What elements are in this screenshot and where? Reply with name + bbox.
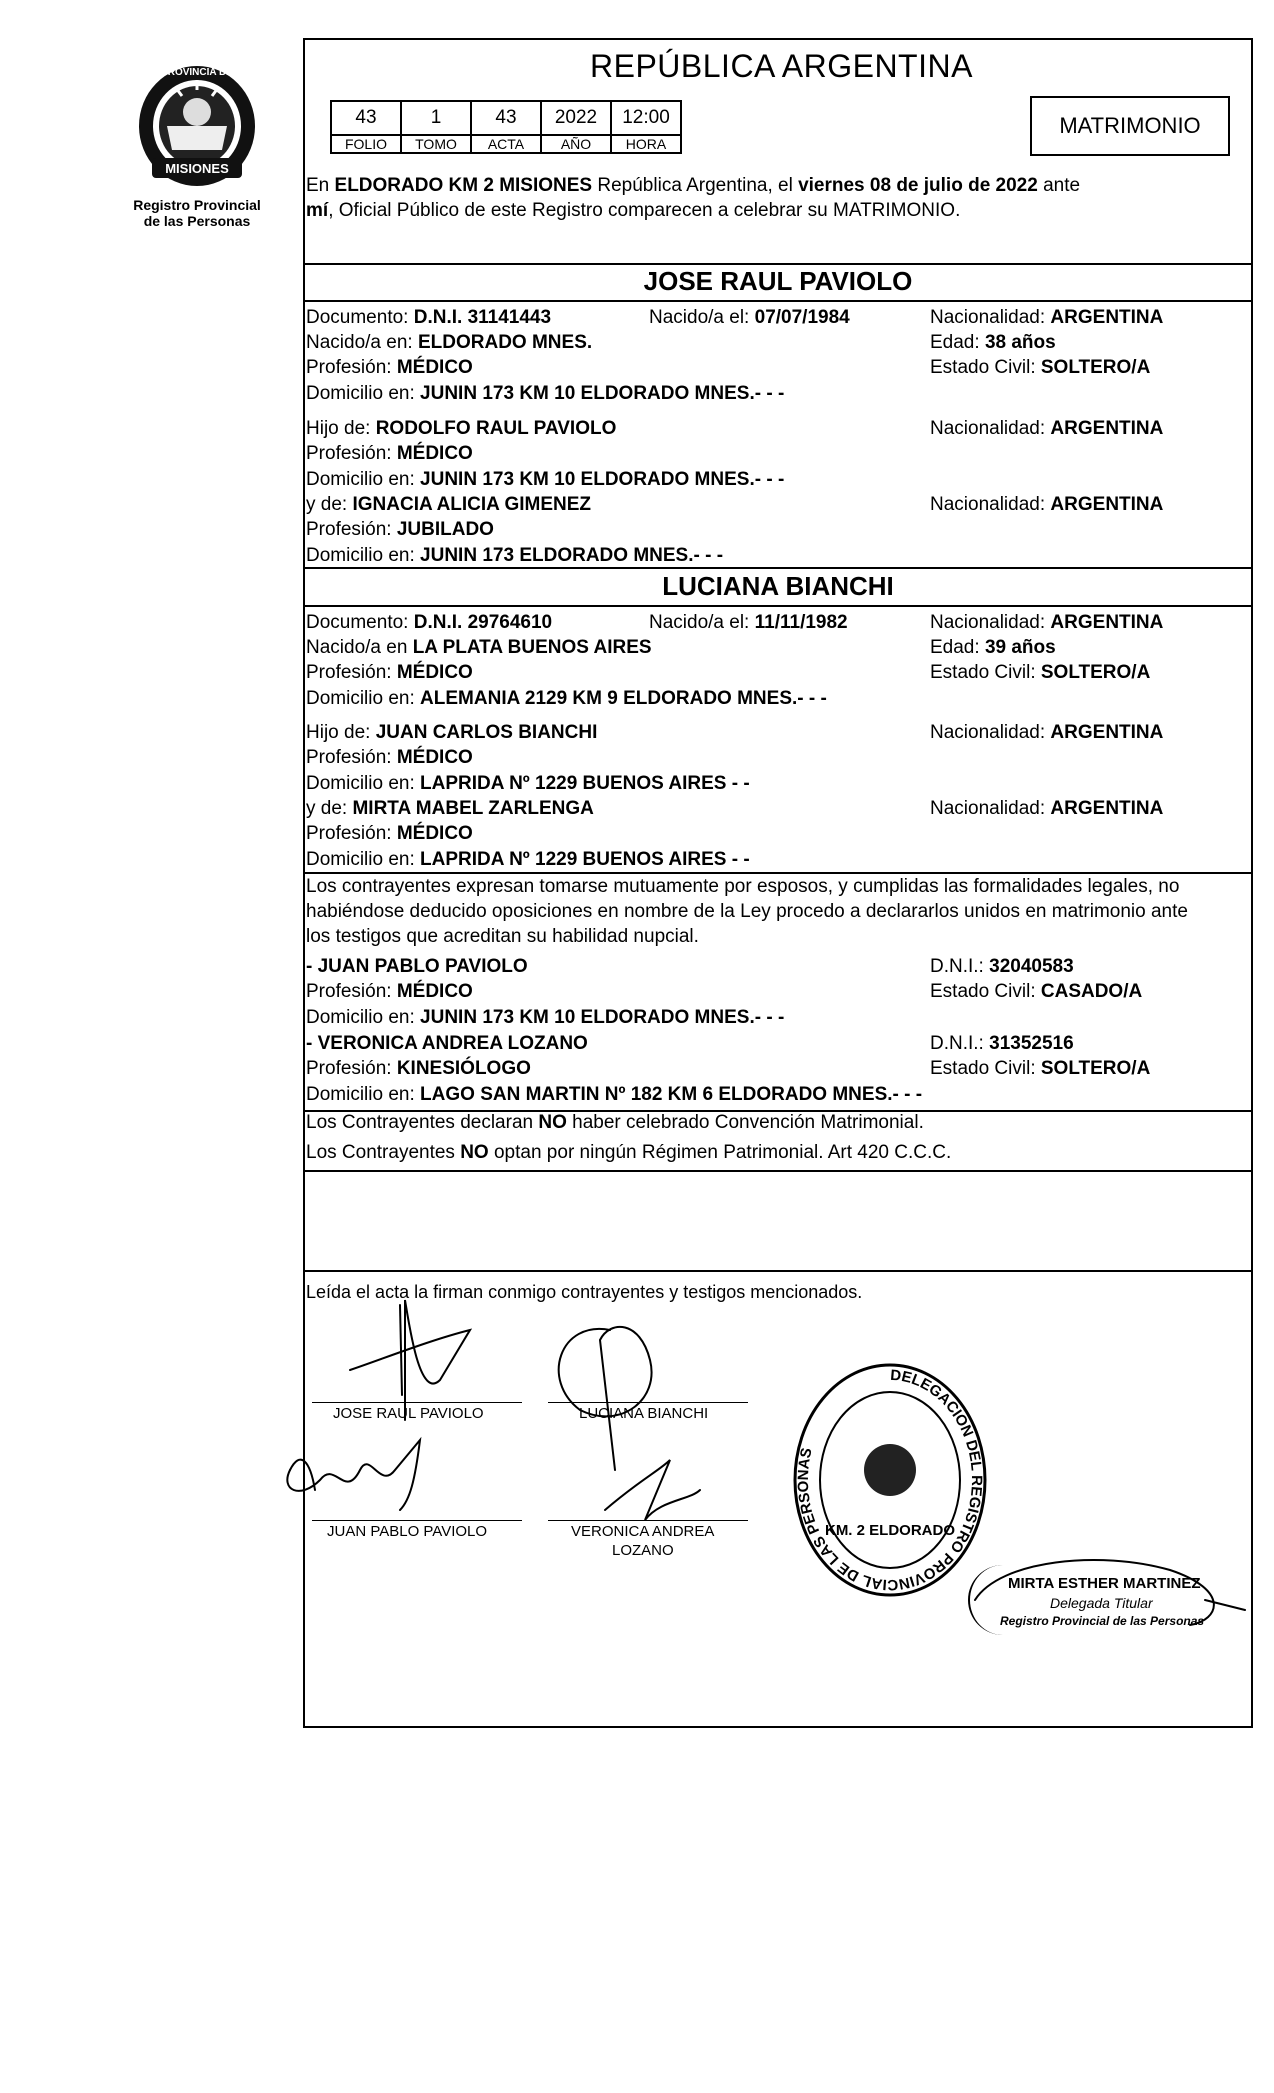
tomo-value: 1 [401,101,471,135]
intro-line-1: En ELDORADO KM 2 MISIONES República Argentina, el viernes 08 de julio de 2022 ante [306,175,1081,196]
witness2-address: Domicilio en: LAGO SAN MARTIN Nº 182 KM 6 ELDORADO MNES.- - - [306,1084,923,1105]
witness1-signature-label: JUAN PABLO PAVIOLO [327,1523,488,1540]
bride-nationality: Nacionalidad: ARGENTINA [930,612,1164,633]
bride-age: Edad: 39 años [930,637,1056,658]
bride-mother-address: Domicilio en: LAPRIDA Nº 1229 BUENOS AIRES - - [306,849,750,870]
witness2-signature-label: VERONICA ANDREA [571,1523,715,1540]
intro-line-2: mí, Oficial Público de este Registro comparecen a celebrar su MATRIMONIO. [306,200,961,221]
groom-name-heading: JOSE RAUL PAVIOLO [643,266,913,296]
logo-bottom-text: MISIONES [165,161,229,176]
bride-address: Domicilio en: ALEMANIA 2129 KM 9 ELDORADO MNES.- - - [306,688,827,709]
bride-mother-nationality: Nacionalidad: ARGENTINA [930,798,1164,819]
bride-signature-label: LUCIANA BIANCHI [579,1405,709,1422]
groom-father: Hijo de: RODOLFO RAUL PAVIOLO [306,418,617,439]
hour-value: 12:00 [611,101,681,135]
bride-signature-scribble [559,1327,652,1470]
groom-mother-address: Domicilio en: JUNIN 173 ELDORADO MNES.- - - [306,545,724,566]
groom-father-nationality: Nacionalidad: ARGENTINA [930,418,1164,439]
groom-signature-scribble [350,1300,470,1420]
stamp-ring-text: DELEGACION DEL REGISTRO PROVINCIAL DE LAS PERSONAS [794,1366,985,1594]
bride-father-address: Domicilio en: LAPRIDA Nº 1229 BUENOS AIRES - - [306,773,750,794]
acta-label: ACTA [471,135,541,153]
officer-org: Registro Provincial de las Personas [1000,1614,1205,1628]
witness1-name: - JUAN PABLO PAVIOLO [306,956,528,977]
groom-father-address: Domicilio en: JUNIN 173 KM 10 ELDORADO MNES.- - - [306,469,785,490]
bride-civil-status: Estado Civil: SOLTERO/A [930,662,1151,683]
bride-birthdate: Nacido/a el: 11/11/1982 [649,612,848,633]
groom-father-profession: Profesión: MÉDICO [306,443,473,464]
bride-father-nationality: Nacionalidad: ARGENTINA [930,722,1164,743]
officer-role: Delegada Titular [1050,1595,1153,1611]
groom-mother-nationality: Nacionalidad: ARGENTINA [930,494,1164,515]
logo-top-text: PROVINCIA DE [161,67,233,78]
year-label: AÑO [541,135,611,153]
groom-mother-profession: Profesión: JUBILADO [306,519,494,540]
groom-birthdate: Nacido/a el: 07/07/1984 [649,307,850,328]
act-type-box: MATRIMONIO [1030,96,1230,156]
witness1-signature-scribble [287,1440,420,1510]
witness2-profession: Profesión: KINESIÓLOGO [306,1058,531,1079]
stamp-center-text: KM. 2 ELDORADO [824,1522,956,1539]
bride-birthplace: Nacido/a en LA PLATA BUENOS AIRES [306,637,652,658]
convention-statement: Los Contrayentes declaran NO haber celebrado Convención Matrimonial. [306,1112,924,1133]
witness2-name: - VERONICA ANDREA LOZANO [306,1033,588,1054]
groom-address: Domicilio en: JUNIN 173 KM 10 ELDORADO MNES.- - - [306,383,785,404]
bride-father-profession: Profesión: MÉDICO [306,747,473,768]
logo-caption: Registro Provincial de las Personas [133,197,261,229]
declaration-line-3: los testigos que acreditan su habilidad nupcial. [306,926,699,947]
bride-profession: Profesión: MÉDICO [306,662,473,683]
tomo-label: TOMO [401,135,471,153]
hour-label: HORA [611,135,681,153]
declaration-line-2: habiéndose deducido oposiciones en nombre de la Ley procedo a declararlos unidos en matrimonio ante [306,901,1188,922]
groom-document: Documento: D.N.I. 31141443 [306,307,552,328]
witness1-address: Domicilio en: JUNIN 173 KM 10 ELDORADO MNES.- - - [306,1007,785,1028]
declaration-line-1: Los contrayentes expresan tomarse mutuamente por esposos, y cumplidas las formalidades legales, no [306,876,1180,897]
year-value: 2022 [541,101,611,135]
closing-statement: Leída el acta la firman conmigo contrayentes y testigos mencionados. [306,1282,863,1302]
bride-name-heading: LUCIANA BIANCHI [662,571,894,601]
groom-birthplace: Nacido/a en: ELDORADO MNES. [306,332,593,353]
witness2-signature-scribble [605,1460,700,1520]
groom-mother: y de: IGNACIA ALICIA GIMENEZ [306,494,592,515]
groom-civil-status: Estado Civil: SOLTERO/A [930,357,1151,378]
witness1-dni: D.N.I.: 32040583 [930,956,1074,977]
regime-statement: Los Contrayentes NO optan por ningún Régimen Patrimonial. Art 420 C.C.C. [306,1142,952,1163]
groom-signature-label: JOSE RAUL PAVIOLO [333,1405,484,1422]
document-title: REPÚBLICA ARGENTINA [590,48,973,84]
witness2-signature-label-2: LOZANO [612,1542,674,1559]
witness2-civil-status: Estado Civil: SOLTERO/A [930,1058,1151,1079]
witness2-dni: D.N.I.: 31352516 [930,1033,1074,1054]
witness1-civil-status: Estado Civil: CASADO/A [930,981,1143,1002]
acta-value: 43 [471,101,541,135]
groom-nationality: Nacionalidad: ARGENTINA [930,307,1164,328]
groom-age: Edad: 38 años [930,332,1056,353]
folio-label: FOLIO [331,135,401,153]
bride-father: Hijo de: JUAN CARLOS BIANCHI [306,722,598,743]
official-stamp [790,1360,990,1600]
folio-value: 43 [331,101,401,135]
bride-mother-profession: Profesión: MÉDICO [306,823,473,844]
bride-document: Documento: D.N.I. 29764610 [306,612,553,633]
groom-profession: Profesión: MÉDICO [306,357,473,378]
witness1-profession: Profesión: MÉDICO [306,981,473,1002]
bride-mother: y de: MIRTA MABEL ZARLENGA [306,798,594,819]
officer-name: MIRTA ESTHER MARTINEZ [1008,1575,1201,1592]
